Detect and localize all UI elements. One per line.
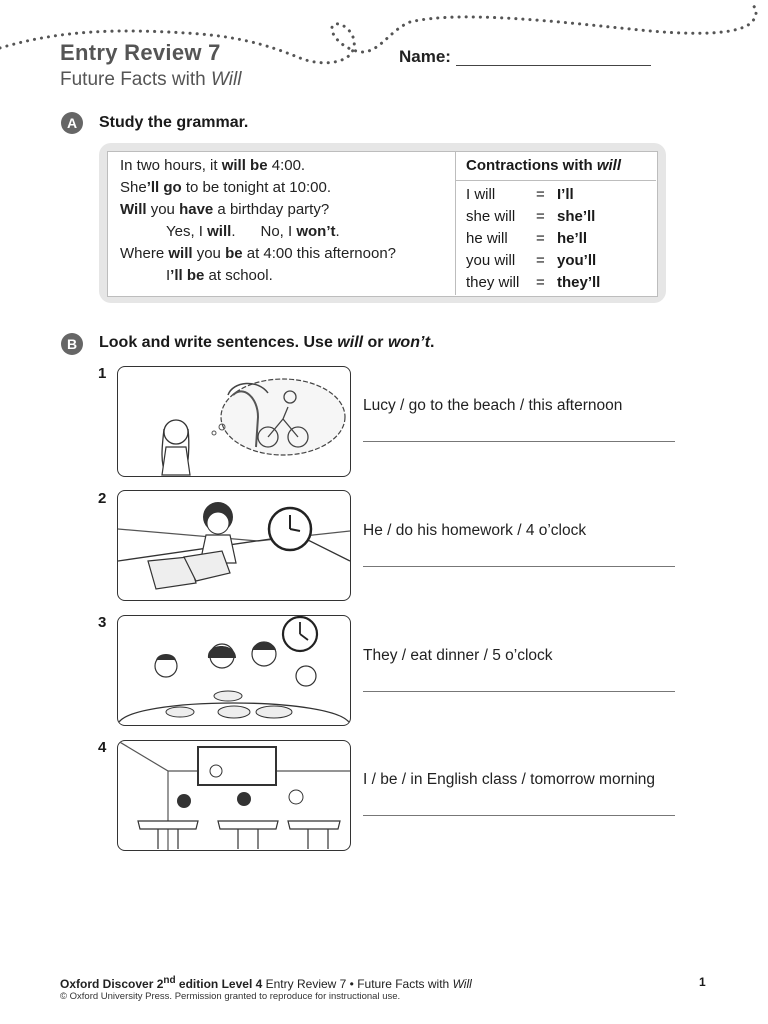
contraction-short: he’ll bbox=[557, 230, 588, 247]
contraction-full: she will bbox=[466, 208, 516, 225]
contraction-row bbox=[466, 250, 600, 272]
grammar-line: Where will you be at 4:00 this afternoon? bbox=[120, 245, 397, 262]
picture-family-dinner bbox=[117, 615, 351, 726]
page-title: Entry Review 7 bbox=[60, 40, 221, 65]
section-b-heading: Look and write sentences. Use will or won’t. bbox=[99, 334, 435, 351]
contraction-full: he will bbox=[466, 230, 508, 247]
item-prompt: They / eat dinner / 5 o’clock bbox=[363, 647, 553, 664]
equals-sign: = bbox=[536, 230, 545, 247]
answer-line[interactable] bbox=[363, 441, 675, 442]
footer-copyright: © Oxford University Press. Permission granted to reproduce for instructional use. bbox=[60, 991, 401, 1002]
grammar-line: In two hours, it will be 4:00. bbox=[120, 157, 306, 174]
item-prompt: He / do his homework / 4 o’clock bbox=[363, 522, 587, 539]
section-b-badge: B bbox=[61, 333, 83, 355]
contraction-short: I’ll bbox=[557, 186, 574, 203]
section-a-heading: Study the grammar. bbox=[99, 114, 249, 131]
contractions-heading: Contractions with will bbox=[466, 157, 622, 174]
item-prompt: I / be / in English class / tomorrow morning bbox=[363, 771, 656, 788]
contraction-row bbox=[466, 272, 600, 294]
page-subtitle: Future Facts with Will bbox=[60, 69, 242, 90]
grammar-examples bbox=[120, 155, 396, 287]
section-a-badge: A bbox=[61, 112, 83, 134]
grammar-divider bbox=[455, 152, 456, 295]
equals-sign: = bbox=[536, 208, 545, 225]
contraction-short: they’ll bbox=[557, 274, 601, 291]
item-number: 2 bbox=[98, 490, 107, 507]
page-number: 1 bbox=[699, 975, 706, 989]
answer-line[interactable] bbox=[363, 566, 675, 567]
contraction-short: she’ll bbox=[557, 208, 596, 225]
equals-sign: = bbox=[536, 186, 545, 203]
picture-boy-homework bbox=[117, 490, 351, 601]
equals-sign: = bbox=[536, 274, 545, 291]
picture-english-class bbox=[117, 740, 351, 851]
contraction-row bbox=[466, 206, 600, 228]
picture-girl-thinking-beach bbox=[117, 366, 351, 477]
footer-credit: Oxford Discover 2nd edition Level 4 Entry Review 7 • Future Facts with Will bbox=[60, 975, 472, 991]
contraction-full: I will bbox=[466, 186, 496, 203]
name-field[interactable] bbox=[456, 64, 651, 66]
grammar-line: She’ll go to be tonight at 10:00. bbox=[120, 179, 331, 196]
item-number: 4 bbox=[98, 739, 107, 756]
contractions-table bbox=[466, 184, 600, 294]
item-prompt: Lucy / go to the beach / this afternoon bbox=[363, 397, 623, 414]
item-number: 3 bbox=[98, 614, 107, 631]
contraction-full: you will bbox=[466, 252, 516, 269]
contraction-row bbox=[466, 184, 600, 206]
contractions-rule bbox=[456, 180, 656, 181]
grammar-line: Yes, I will. No, I won’t. bbox=[166, 223, 340, 240]
contraction-row bbox=[466, 228, 600, 250]
answer-line[interactable] bbox=[363, 691, 675, 692]
item-number: 1 bbox=[98, 365, 107, 382]
answer-line[interactable] bbox=[363, 815, 675, 816]
contraction-short: you’ll bbox=[557, 252, 597, 269]
equals-sign: = bbox=[536, 252, 545, 269]
name-label: Name: bbox=[399, 47, 451, 66]
contraction-full: they will bbox=[466, 274, 520, 291]
grammar-line: Will you have a birthday party? bbox=[120, 201, 330, 218]
grammar-line: I’ll be at school. bbox=[166, 267, 273, 284]
